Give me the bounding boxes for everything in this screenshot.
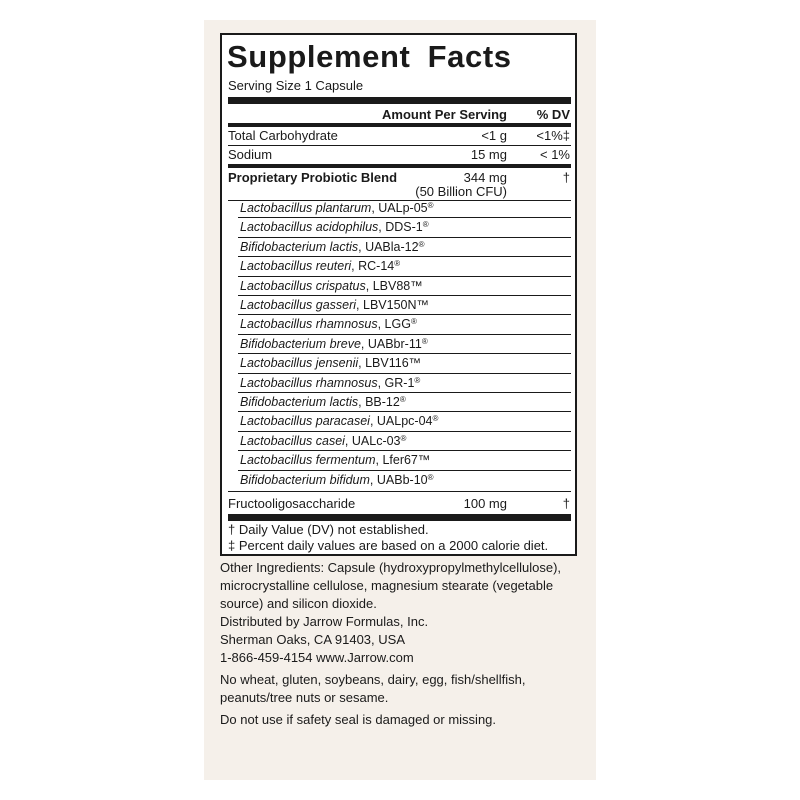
strain-species: Bifidobacterium breve [240,336,361,351]
nutrient-name: Sodium [228,147,273,162]
allergen-text: No wheat, gluten, soybeans, dairy, egg, fish/shellfish, peanuts/tree nuts or sesame. [220,672,526,705]
strain-species: Lactobacillus reuteri [240,259,352,274]
strain-species: Lactobacillus acidophilus [240,220,379,235]
trademark-mark: ® [410,317,417,327]
strain-code: DDS-1 [385,220,423,235]
divider-thin [238,431,571,432]
blend-name: Proprietary Probiotic Blend [228,170,398,185]
strain-species: Lactobacillus crispatus [240,278,366,293]
divider-thin [238,411,571,412]
strain-code: UABla-12 [365,239,419,254]
nutrient-amount: 15 mg [470,147,507,162]
strain-item: Lactobacillus rhamnosus, LGG® [240,317,417,332]
strain-item: Lactobacillus gasseri, LBV150N™ [240,298,430,312]
divider-thin [238,295,571,296]
strain-species: Lactobacillus rhamnosus [240,317,378,332]
trademark-mark: ® [421,336,428,346]
strain-species: Bifidobacterium bifidum [240,472,370,487]
strain-code: LBV116™ [365,356,422,371]
amount-header: Amount Per Serving [382,107,507,122]
strain-code: LGG [384,317,411,332]
strain-code: UALp-05 [378,201,428,215]
strain-item: Lactobacillus fermentum, Lfer67™ [240,453,431,468]
divider-medium [228,164,571,168]
strain-code: GR-1 [384,375,415,390]
nutrient-amount: <1 g [481,128,507,143]
strain-item: Lactobacillus reuteri, RC-14® [240,259,401,274]
divider-thick [228,514,571,521]
nutrient-dv: <1%‡ [536,128,570,143]
trademark-mark: ® [394,259,401,269]
footnote-percent: ‡ Percent daily values are based on a 2000 calorie diet. [228,538,549,553]
strain-species: Lactobacillus paracasei [240,414,370,429]
other-ingredients [220,559,592,613]
strain-species: Lactobacillus jensenii [240,356,359,371]
serving-size: Serving Size 1 Capsule [228,78,364,93]
allergen-statement [220,671,592,707]
divider-thin [238,276,571,277]
strain-species: Lactobacillus rhamnosus [240,375,378,390]
divider-thin [238,373,571,374]
strain-code: UABbr-11 [367,336,422,351]
trademark-mark: ® [427,472,434,482]
strain-species: Bifidobacterium lactis [240,395,359,409]
strain-code: UALc-03 [351,433,401,448]
strain-item: Bifidobacterium lactis, UABla-12® [240,239,425,254]
fos-dv: † [562,496,570,511]
distributor-name: Distributed by Jarrow Formulas, Inc. [220,614,429,629]
strain-code: BB-12 [365,395,400,409]
strain-item: Lactobacillus paracasei, UALpc-04® [240,414,439,429]
strain-code: UALpc-04 [376,414,433,429]
divider-thin [238,237,571,238]
strain-item: Lactobacillus acidophilus, DDS-1® [240,220,429,235]
trademark-mark: ® [399,395,406,404]
blend-amount: 344 mg [463,170,507,185]
blend-cfu: (50 Billion CFU) [415,184,507,199]
distributor-contact: 1-866-459-4154 www.Jarrow.com [220,650,414,665]
dv-header: % DV [536,107,570,122]
trademark-mark: ® [414,375,421,385]
other-ingredients-text: Other Ingredients: Capsule (hydroxypropylmethylcellulose), microcrystalline cellulose, magnesium stearate (vegetable source) and silicon dioxide. [220,560,562,611]
strain-species: Lactobacillus gasseri [240,298,357,312]
divider-thin [238,392,571,393]
trademark-mark: ® [422,220,429,230]
distributor-info [220,613,592,667]
strain-species: Lactobacillus casei [240,433,345,448]
strain-item: Lactobacillus rhamnosus, GR-1® [240,375,421,390]
divider-thin [228,491,571,492]
strain-species: Lactobacillus fermentum [240,453,376,468]
divider-thin [238,450,571,451]
supplement-facts-panel [220,33,577,556]
strain-species: Lactobacillus plantarum [240,201,372,215]
nutrient-name: Total Carbohydrate [228,128,338,143]
fos-name: Fructooligosaccharide [228,496,356,511]
facts-title: Supplement Facts [227,39,512,74]
divider-thin [238,470,571,471]
strain-item: Bifidobacterium breve, UABbr-11® [240,336,428,351]
blend-dv: † [562,170,570,185]
divider-thin [238,314,571,315]
strain-code: Lfer67™ [382,453,431,468]
strain-item: Bifidobacterium bifidum, UABb-10® [240,472,434,487]
strain-item: Lactobacillus casei, UALc-03® [240,433,407,448]
divider-medium [228,123,571,127]
safety-warning [220,711,592,729]
divider-thick [228,97,571,104]
strain-code: LBV88™ [372,278,423,293]
trademark-mark: ® [400,433,407,443]
divider-thin [238,217,571,218]
divider-thin [238,353,571,354]
footnote-dv: † Daily Value (DV) not established. [228,522,429,537]
trademark-mark: ® [432,414,439,424]
strain-item: Lactobacillus jensenii, LBV116™ [240,356,422,371]
nutrient-dv: < 1% [540,147,570,162]
strain-code: RC-14 [358,259,395,274]
strain-code: UABb-10 [376,472,428,487]
divider-thin [238,256,571,257]
trademark-mark: ® [427,201,434,210]
strain-code: LBV150N™ [363,298,430,312]
strain-species: Bifidobacterium lactis [240,239,359,254]
warning-text: Do not use if safety seal is damaged or missing. [220,712,497,727]
trademark-mark: ® [418,239,425,249]
divider-thin [238,334,571,335]
strain-item: Lactobacillus crispatus, LBV88™ [240,278,423,293]
strain-item: Lactobacillus plantarum, UALp-05® [240,201,434,215]
fos-amount: 100 mg [463,496,507,511]
divider-thin [228,145,571,146]
distributor-address: Sherman Oaks, CA 91403, USA [220,632,405,647]
strain-item: Bifidobacterium lactis, BB-12® [240,395,406,409]
